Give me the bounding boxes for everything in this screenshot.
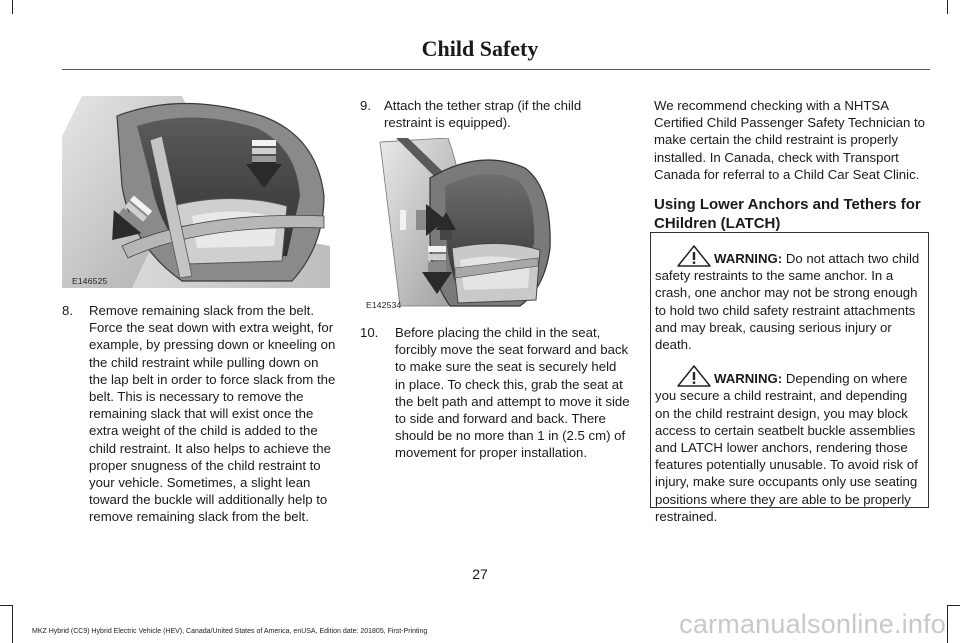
header-divider	[62, 69, 930, 70]
crop-mark	[12, 0, 13, 14]
crop-mark	[947, 0, 948, 14]
warning-1	[655, 245, 924, 353]
warning-2	[655, 365, 924, 525]
step-number: 9.	[360, 98, 371, 113]
step-8	[62, 302, 338, 526]
step-text: Before placing the child in the seat, forcibly move the seat forward and back to make sure the seat is securely held in place. To check this, grab the seat at the belt path and attempt to move it side to side and forward and back. There should be no more than 1 in (2.5 cm) of movement for proper installation.	[395, 325, 630, 461]
watermark: carmanualsonline.info	[679, 609, 946, 639]
crop-mark	[12, 605, 13, 643]
step-9	[360, 97, 628, 131]
warning-triangle-icon	[677, 365, 711, 387]
step-text: Remove remaining slack from the belt. Force the seat down with extra weight, for example, by pressing down or kneeling on the child restraint while pulling down on the lap belt in order to force slack from the belt. This is necessary to remove the remaining slack that will exist once the extra weight of the child is added to the child restraint. It also helps to achieve the proper snugness of the child restraint to your vehicle. Sometimes, a slight lean toward the buckle will additionally help to remove remaining slack from the belt.	[89, 303, 336, 525]
page-title: Child Safety	[421, 36, 539, 61]
warning-box	[650, 232, 929, 524]
step-number: 8.	[62, 303, 73, 318]
intro-paragraph: We recommend checking with a NHTSA Certified Child Passenger Safety Technician to make certain the child restraint is properly installed. In Canada, check with Transport Canada for referral to a Child Car Seat Clinic.	[654, 98, 925, 182]
figure-code: E146525	[72, 276, 108, 286]
warning-text: Depending on where you secure a child restraint, and depending on the child restraint design, you may block access to certain seatbelt buckle assemblies and LATCH lower anchors, rendering those features potentially unusable. To avoid risk of injury, make sure occupants only use seating positions where they are able to be properly restrained.	[655, 371, 918, 524]
page-number: 27	[472, 566, 488, 582]
latch-section	[654, 97, 930, 233]
step-10	[360, 324, 630, 462]
figure-tether-strap	[360, 138, 630, 310]
warning-text: Do not attach two child safety restraints to the same anchor. In a crash, one anchor may not be strong enough to hold two child safety restraint attachments and may break, causing serious injury or death.	[655, 251, 920, 353]
step-text: Attach the tether strap (if the child restraint is equipped).	[384, 98, 582, 131]
section-heading: Using Lower Anchors and Tethers for CHildren (LATCH)	[654, 196, 921, 233]
warning-triangle-icon	[677, 245, 711, 267]
warning-label: WARNING:	[714, 251, 783, 266]
crop-mark	[947, 605, 948, 643]
child-seat-illustration	[62, 96, 330, 288]
figure-seat-press-down	[62, 96, 330, 288]
crop-mark	[947, 605, 960, 606]
figure-code: E142534	[366, 300, 402, 310]
crop-mark	[0, 605, 13, 606]
footer-edition-text: MKZ Hybrid (CC9) Hybrid Electric Vehicle (HEV), Canada/United States of America, enUSA, Edition date: 201805, First-Printing	[32, 628, 428, 635]
child-seat-tether-illustration	[360, 138, 630, 310]
warning-label: WARNING:	[714, 371, 783, 387]
step-number: 10.	[360, 325, 379, 340]
